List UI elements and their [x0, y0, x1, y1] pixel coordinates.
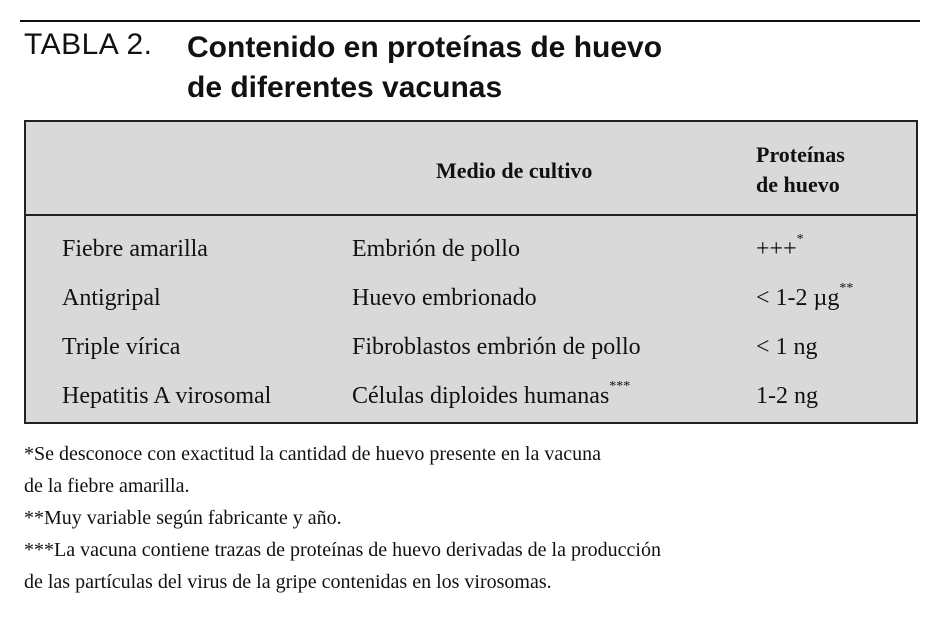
- table-header: [26, 122, 916, 216]
- egg-protein-text: < 1 ng: [756, 334, 818, 360]
- egg-protein: [756, 283, 853, 313]
- culture-medium-text: Huevo embrionado: [352, 285, 537, 311]
- header-protein-line-2: de huevo: [756, 172, 840, 197]
- header-protein-line-1: Proteínas: [756, 142, 845, 167]
- table-title: [187, 28, 807, 108]
- table-caption: [24, 28, 904, 108]
- table-footnotes: [24, 438, 924, 598]
- egg-protein-text: 1-2 ng: [756, 383, 818, 409]
- top-rule: [20, 20, 920, 22]
- footnote-line: de la fiebre amarilla.: [24, 475, 190, 497]
- footnote-line: **Muy variable según fabricante y año.: [24, 507, 342, 529]
- footnote-mark: ***: [609, 379, 631, 394]
- culture-medium: [352, 234, 520, 264]
- table-row: [26, 228, 916, 277]
- culture-medium: [352, 332, 641, 362]
- egg-protein: [756, 234, 804, 264]
- table-row: [26, 326, 916, 375]
- vaccine-name: Triple vírica: [62, 334, 181, 360]
- culture-medium: [352, 381, 630, 411]
- table-row: [26, 277, 916, 326]
- egg-protein-text: +++: [756, 236, 797, 262]
- culture-medium: [352, 283, 537, 313]
- footnote-mark: **: [839, 281, 854, 296]
- header-protein: [756, 140, 906, 200]
- egg-protein: [756, 381, 818, 411]
- vaccine-name: Fiebre amarilla: [62, 236, 208, 262]
- culture-medium-text: Embrión de pollo: [352, 236, 520, 262]
- table-title-line-1: Contenido en proteínas de huevo: [187, 31, 663, 64]
- egg-protein: [756, 332, 818, 362]
- footnote-mark: *: [796, 232, 804, 247]
- vaccine-name: Antigripal: [62, 285, 161, 311]
- footnote-line: ***La vacuna contiene trazas de proteínas de huevo derivadas de la producción: [24, 539, 661, 561]
- culture-medium-text: Fibroblastos embrión de pollo: [352, 334, 641, 360]
- table-body: [26, 228, 916, 424]
- footnote-line: *Se desconoce con exactitud la cantidad de huevo presente en la vacuna: [24, 443, 601, 465]
- header-medium: Medio de cultivo: [436, 158, 593, 183]
- table-title-line-2: de diferentes vacunas: [187, 71, 503, 104]
- egg-protein-text: < 1-2 µg: [756, 285, 840, 311]
- culture-medium-text: Células diploides humanas: [352, 383, 610, 409]
- vaccine-egg-protein-table: [24, 120, 918, 424]
- table-row: [26, 375, 916, 424]
- table-number: TABLA 2.: [24, 28, 153, 61]
- footnote-line: de las partículas del virus de la gripe contenidas en los virosomas.: [24, 571, 552, 593]
- vaccine-name: Hepatitis A virosomal: [62, 383, 272, 409]
